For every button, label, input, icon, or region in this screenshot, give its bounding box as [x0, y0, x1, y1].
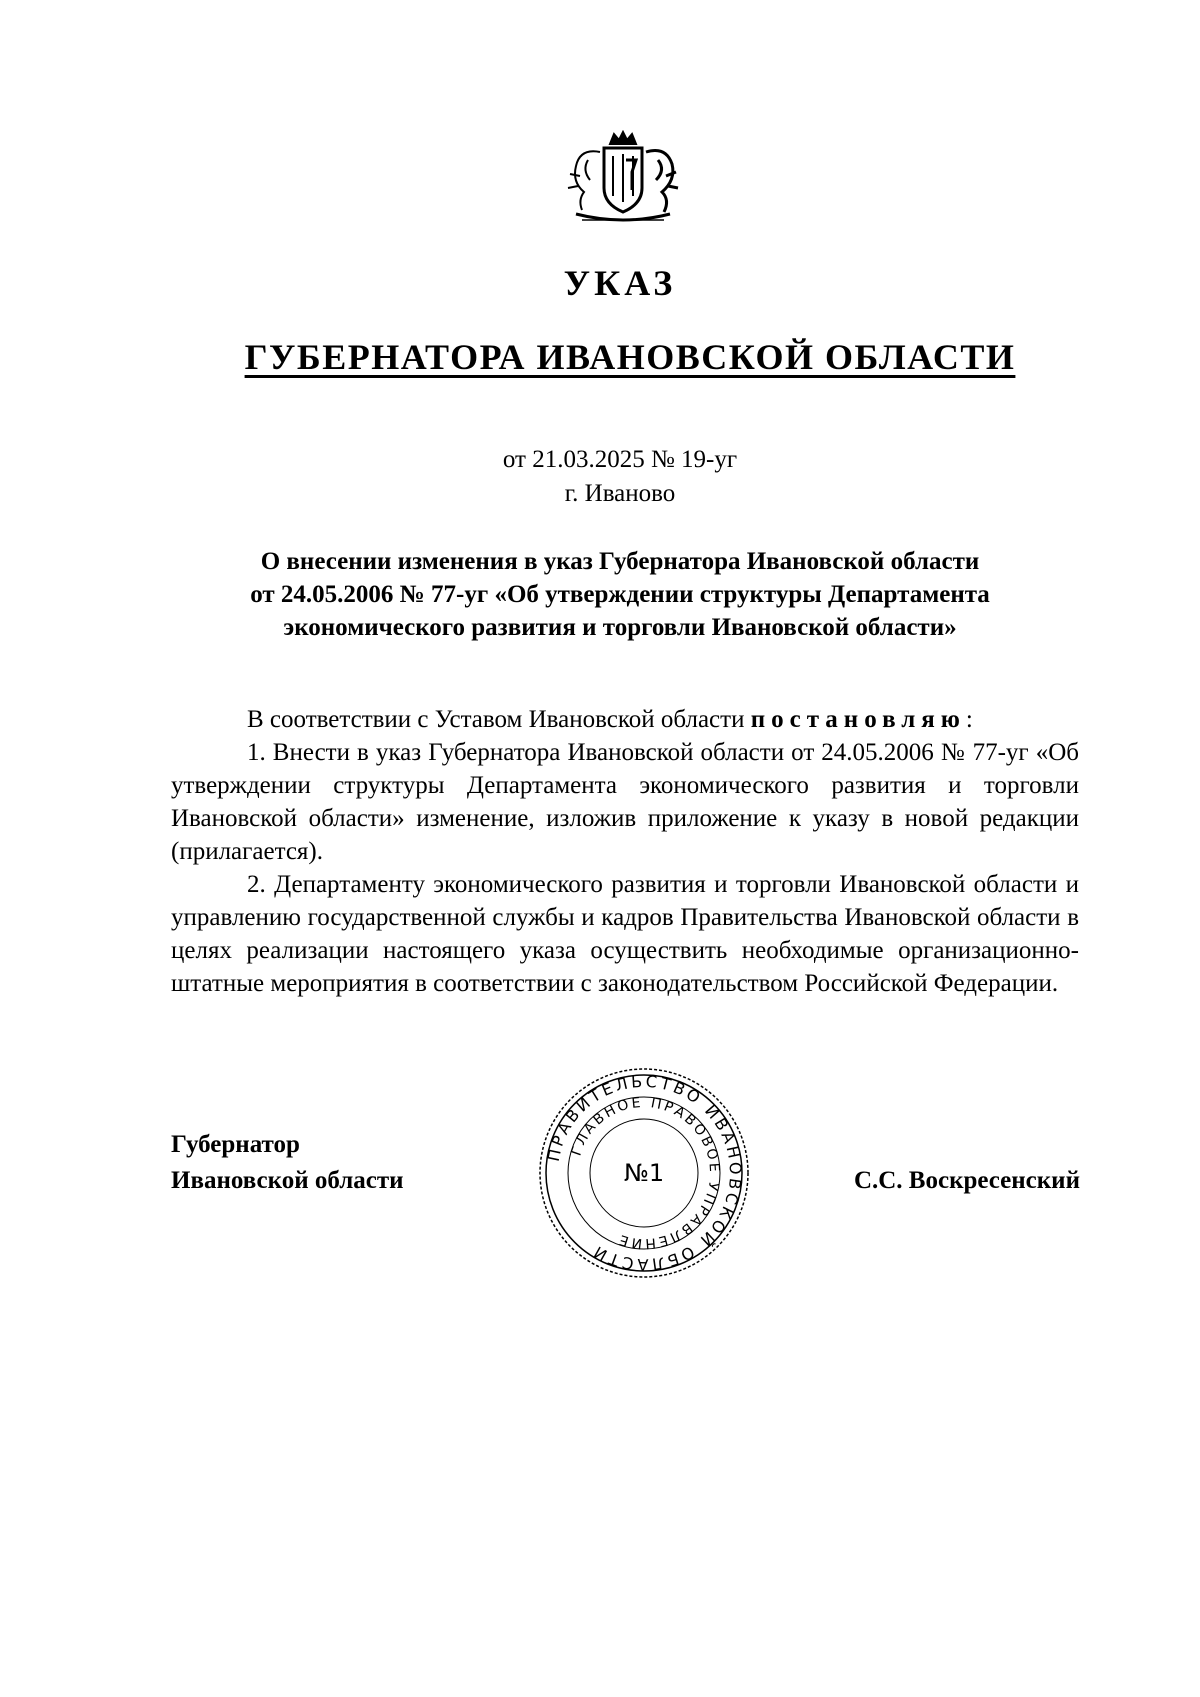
- signatory-position-line: Губернатор: [171, 1131, 300, 1158]
- signatory-name: С.С. Воскресенский: [853, 1167, 1080, 1194]
- stamp-inner-text: ГЛАВНОЕ ПРАВОВОЕ УПРАВЛЕНИЕ: [568, 1094, 723, 1252]
- signatory-position-line: Ивановской области: [171, 1167, 404, 1194]
- decree-word: постановляю: [750, 706, 966, 733]
- issuer-title: [0, 336, 1200, 378]
- decree-body: [171, 703, 1079, 1000]
- preamble-text: В соответствии с Уставом Ивановской области: [247, 706, 751, 733]
- preamble-colon: :: [965, 706, 973, 733]
- signatory-position: [171, 1127, 404, 1199]
- subject-line: экономического развития и торговли Ивановской области»: [283, 614, 957, 641]
- official-stamp: [537, 1066, 751, 1280]
- issuer-title-text: ГУБЕРНАТОРА ИВАНОВСКОЙ ОБЛАСТИ: [244, 337, 1016, 377]
- decree-subject: [160, 545, 1080, 644]
- item-2-paragraph: 2. Департаменту экономического развития и торговли Ивановской области и управлению государственной службы и кадров Правительства Ивановской области в целях реализации настоящего указа осуществить необходимые организационно-штатные мероприятия в соответствии с законодательством Российской Федерации.: [171, 871, 1079, 997]
- coat-of-arms-icon: [558, 130, 688, 226]
- stamp-number: №1: [623, 1159, 665, 1187]
- stamp-outer-text: ПРАВИТЕЛЬСТВО ИВАНОВСКОЙ ОБЛАСТИ: [543, 1071, 746, 1275]
- subject-line: от 24.05.2006 № 77-уг «Об утверждении структуры Департамента: [250, 581, 990, 608]
- subject-line: О внесении изменения в указ Губернатора Ивановской области: [260, 548, 980, 575]
- document-type-title: УКАЗ: [563, 263, 677, 303]
- decree-city: г. Иваново: [564, 480, 676, 507]
- decree-date-number: от 21.03.2025 № 19-уг: [502, 446, 738, 473]
- preamble-paragraph: [171, 703, 1079, 736]
- item-1-paragraph: 1. Внести в указ Губернатора Ивановской области от 24.05.2006 № 77-уг «Об утверждении структуры Департамента экономического развития и торговли Ивановской области» изменение, изложив приложение к указу в новой редакции (прилагается).: [171, 739, 1079, 865]
